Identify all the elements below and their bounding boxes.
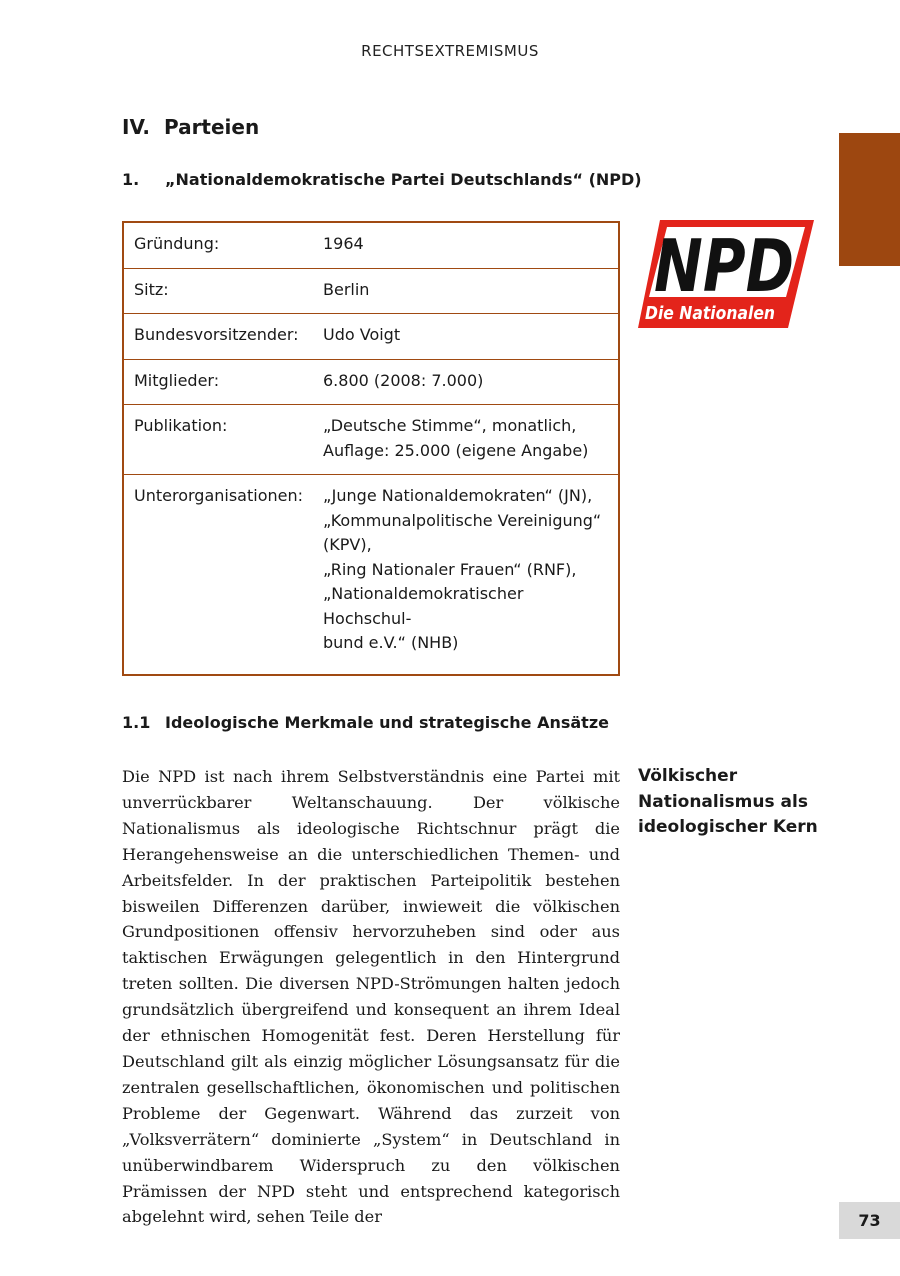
row-value: Berlin (303, 268, 619, 314)
row-value: Udo Voigt (303, 314, 619, 360)
body-paragraph: Die NPD ist nach ihrem Selbstverständnis eine Partei mit unverrückbarer Weltanschauung. Der völkische Nationalismus als ideologische Richtschnur prägt die Herangehensweise an die unterschiedlichen Themen- und Arbeitsfelder. In der praktischen Parteipolitik bestehen bisweilen Differenzen darüber, inwieweit die völkischen Grundpositionen offensiv hervorzuheben sind oder aus taktischen Erwägungen gelegentlich in den Hintergrund treten sollten. Die diversen NPD-Strömungen halten jedoch grundsätzlich übergreifend und konsequent an ihrem Ideal der ethnischen Homogenität fest. Deren Herstellung für Deutschland gilt als einzig möglicher Lösungsansatz für die zentralen gesellschaftlichen, ökonomischen und politischen Probleme der Gegenwart. Während das zurzeit von „Volksverrätern“ dominierte „System“ in Deutschland in unüberwindbarem Widerspruch zu den völkischen Prämissen der NPD steht und entsprechend kategorisch abgelehnt wird, sehen Teile der (122, 767, 620, 1227)
table-row (123, 314, 619, 360)
chapter-number: IV. (122, 115, 150, 139)
npd-logo (638, 218, 816, 330)
row-label: Publikation: (123, 405, 303, 475)
logo-sub-text: Die Nationalen (645, 303, 775, 324)
party-fact-table (122, 221, 620, 676)
row-value: „Deutsche Stimme“, monatlich, Auflage: 25.000 (eigene Angabe) (303, 405, 619, 475)
row-label: Gründung: (123, 222, 303, 268)
table-row (123, 405, 619, 475)
logo-main-text: NPD (654, 224, 794, 308)
subsection-title: Ideologische Merkmale und strategische Ansätze (165, 713, 609, 732)
table-row (123, 359, 619, 405)
row-value: „Junge Nationaldemokraten“ (JN), „Kommunalpolitische Vereinigung“ (KPV), „Ring Nationaler Frauen“ (RNF), „Nationaldemokratischer Hochschul- bund e.V.“ (NHB) (323, 486, 602, 652)
chapter-side-tab (839, 133, 900, 266)
section-heading (122, 170, 642, 189)
page-number: 73 (839, 1202, 900, 1239)
chapter-heading (122, 115, 259, 139)
subsection-number: 1.1 (122, 713, 151, 732)
table-row (123, 268, 619, 314)
running-head: RECHTSEXTREMISMUS (361, 42, 539, 60)
row-label: Mitglieder: (123, 359, 303, 405)
row-value: 6.800 (2008: 7.000) (303, 359, 619, 405)
row-label: Sitz: (123, 268, 303, 314)
row-value: 1964 (303, 222, 619, 268)
section-number: 1. (122, 170, 140, 189)
marginal-note: Völkischer Nationalismus als ideologischer Kern (638, 766, 818, 837)
row-label: Bundesvorsitzender: (123, 314, 303, 360)
chapter-title: Parteien (163, 115, 260, 139)
subsection-heading (122, 713, 609, 732)
table-row (123, 222, 619, 268)
row-label: Unterorganisationen: (134, 486, 303, 505)
table-row (123, 475, 619, 675)
section-title: „Nationaldemokratische Partei Deutschlands“ (NPD) (165, 170, 642, 189)
